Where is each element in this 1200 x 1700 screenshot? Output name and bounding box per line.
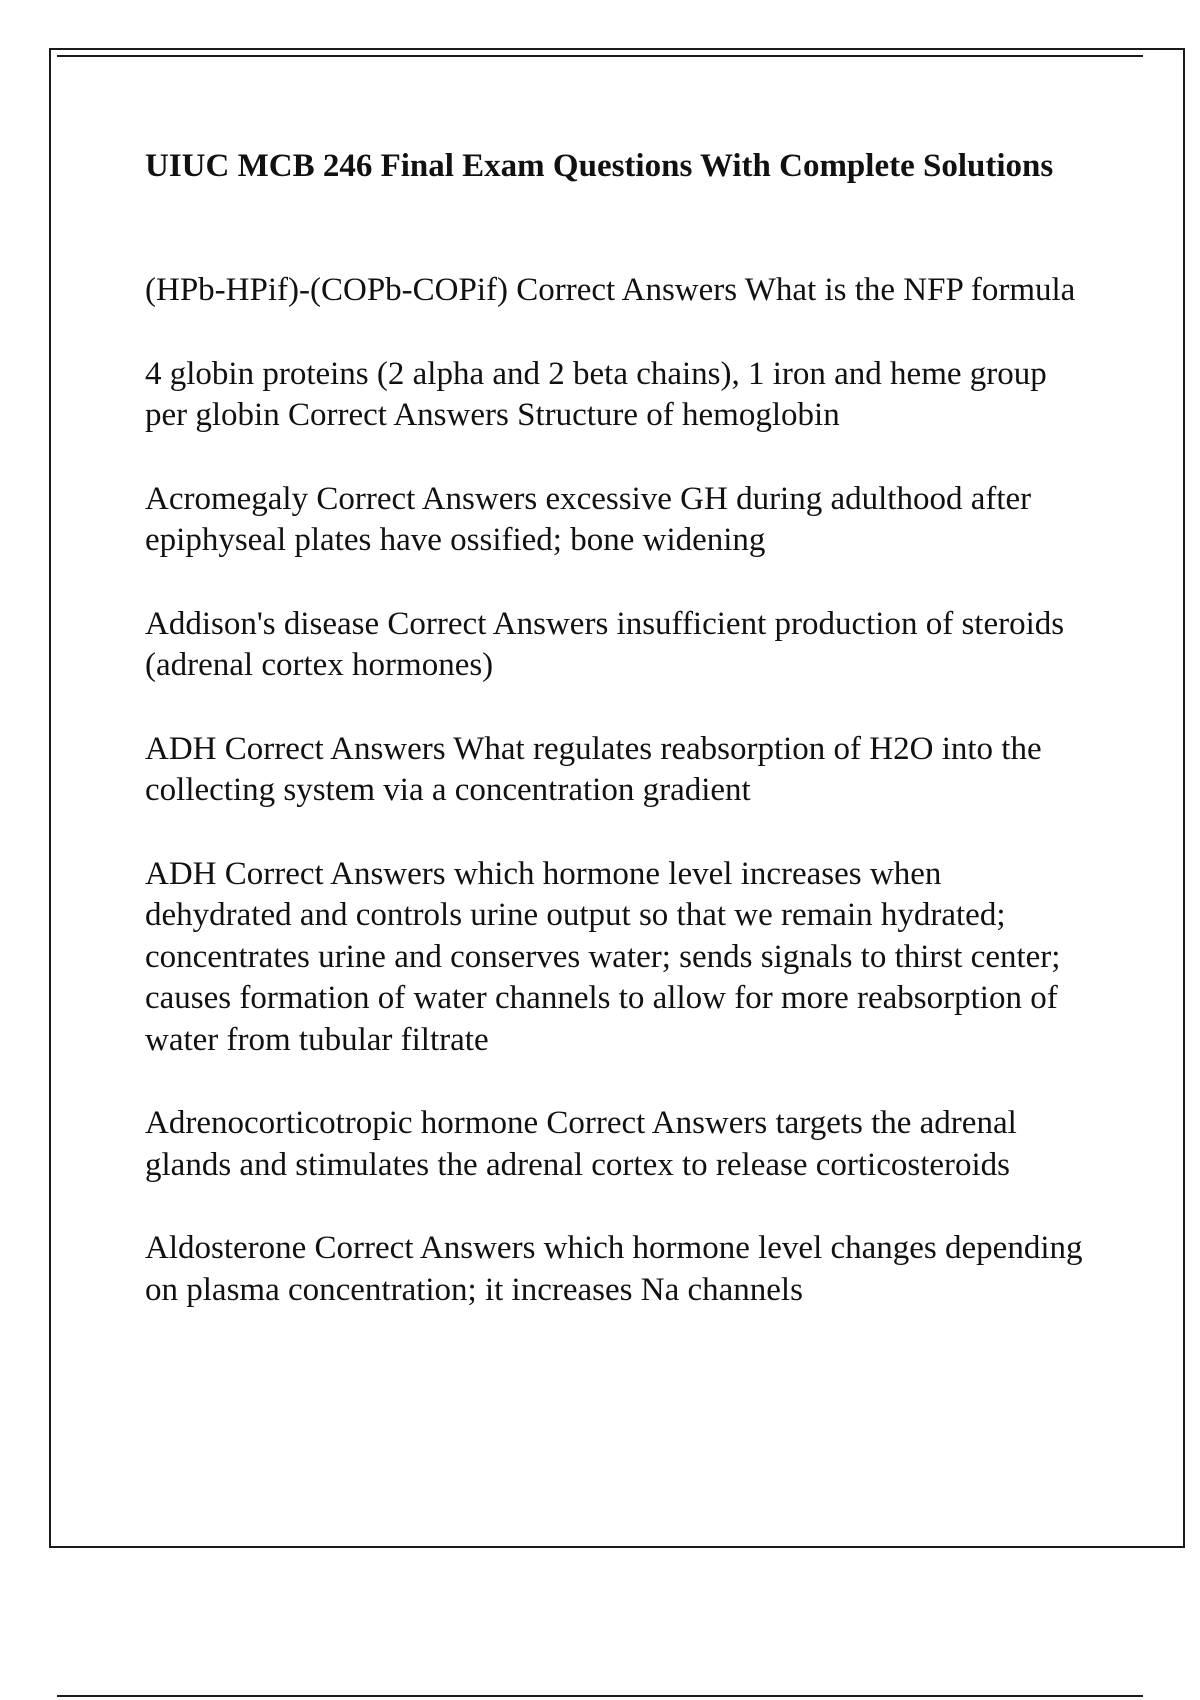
document-body [145, 145, 1090, 1353]
qa-item: Addison's disease Correct Answers insufficient production of steroids (adrenal cortex hormones) [145, 605, 1065, 683]
qa-item: (HPb-HPif)-(COPb-COPif) Correct Answers What is the NFP formula [145, 272, 1076, 308]
qa-item: ADH Correct Answers What regulates reabsorption of H2O into the collecting system via a concentration gradient [145, 730, 1042, 808]
qa-item: Acromegaly Correct Answers excessive GH during adulthood after epiphyseal plates have ossified; bone widening [145, 480, 1032, 558]
qa-item: Adrenocorticotropic hormone Correct Answers targets the adrenal glands and stimulates the adrenal cortex to release corticosteroids [145, 1105, 1017, 1183]
qa-item: ADH Correct Answers which hormone level increases when dehydrated and controls urine output so that we remain hydrated; concentrates urine and conserves water; sends signals to thirst center; causes formation of water channels to allow for more reabsorption of water from tubular filtrate [145, 855, 1061, 1058]
bottom-rule [57, 1695, 1143, 1697]
qa-item: Aldosterone Correct Answers which hormone level changes depending on plasma concentration; it increases Na channels [145, 1230, 1083, 1308]
qa-item: 4 globin proteins (2 alpha and 2 beta chains), 1 iron and heme group per globin Correct Answers Structure of hemoglobin [145, 355, 1047, 433]
top-rule [57, 55, 1143, 57]
page-title: UIUC MCB 246 Final Exam Questions With Complete Solutions [145, 148, 1054, 184]
